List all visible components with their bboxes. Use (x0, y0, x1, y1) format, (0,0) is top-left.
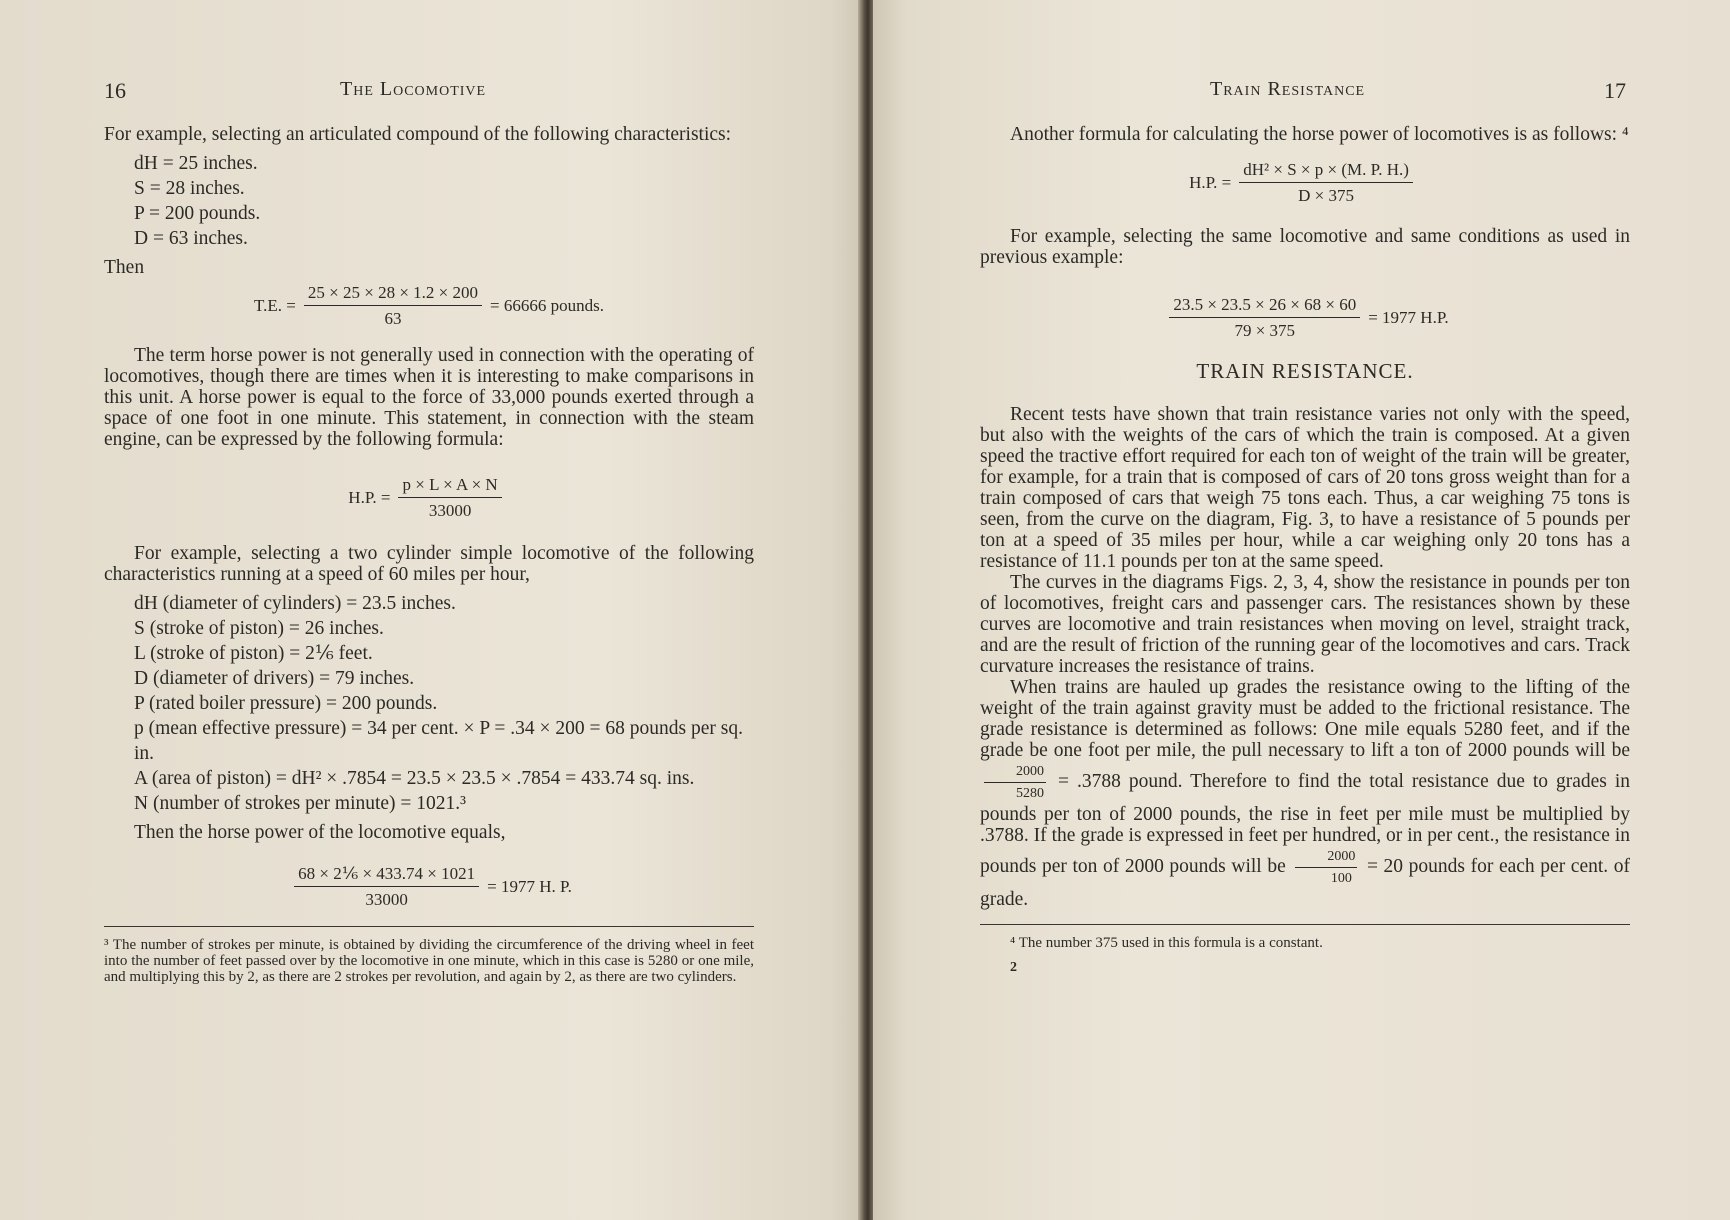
example-paragraph: For example, selecting the same locomotive and same conditions as used in previous example: (980, 226, 1630, 268)
denominator: 100 (1330, 871, 1352, 886)
resistance-paragraph-3 (980, 677, 1630, 910)
then-hp-line: Then the horse power of the locomotive equals, (134, 822, 506, 843)
characteristics-list (134, 151, 754, 251)
denominator: 33000 (428, 501, 472, 520)
formula-lhs: T.E. = (254, 296, 296, 315)
formula-lhs: H.P. = (348, 488, 391, 507)
formula-fraction (398, 474, 501, 521)
formula-fraction (1169, 294, 1360, 341)
footnote-rule (104, 926, 754, 927)
paragraph-text: pounds for each per cent. of grade. (980, 855, 1630, 910)
numerator: 68 × 2⅙ × 433.74 × 1021 (294, 863, 479, 887)
numerator: 2000 (984, 761, 1046, 783)
hp-formula (104, 474, 754, 521)
list-item: A (area of piston) = dH² × .7854 = 23.5 × 23.5 × .7854 = 433.74 sq. ins. (134, 768, 695, 789)
paragraph-text: When trains are hauled up grades the resistance owing to the lifting of the weight of the train against gravity must be added to the frictional resistance. The grade resistance is determined as follows: One mile equals 5280 feet, and if the grade be one foot per mile, the pull necessary to lift a ton of 2000 pounds will be (980, 677, 1630, 761)
page-number: 17 (1604, 78, 1626, 103)
hp-formula (980, 159, 1630, 206)
resistance-paragraph-2: The curves in the diagrams Figs. 2, 3, 4, show the resistance in pounds per ton of locomotives, freight cars and passenger cars. The resistances shown by these curves are locomotive and train resistances when moving on level, straight track, and are the result of friction of the running gear of the locomotives and cars. Track curvature increases the resistance of trains. (980, 572, 1630, 677)
list-item: p (mean effective pressure) = 34 per cent. × P = .34 × 200 = 68 pounds per sq. in. (134, 718, 743, 764)
hp-result-formula (104, 863, 754, 910)
denominator: 63 (384, 309, 402, 328)
fraction-result: = 20 (1366, 855, 1404, 877)
inline-fraction (984, 761, 1046, 804)
paragraph-text: pound. Therefore to find the total resistance due to grades in pounds per ton of 2000 pounds, the rise in feet per mile must be multiplied by .3788. If the grade is expressed in feet per hundred, or in per cent., the resistance in pounds per ton of 2000 pounds will be (980, 770, 1631, 877)
denominator: 79 × 375 (1234, 321, 1296, 340)
formula-fraction (304, 282, 482, 329)
footnote-rule (980, 924, 1630, 925)
numerator: 25 × 25 × 28 × 1.2 × 200 (304, 282, 482, 306)
inline-fraction (1295, 846, 1357, 889)
list-item: L (stroke of piston) = 2⅙ feet. (134, 643, 373, 664)
list-item: P (rated boiler pressure) = 200 pounds. (134, 693, 438, 714)
te-formula (104, 282, 754, 329)
formula-fraction (1239, 159, 1413, 206)
intro-paragraph: Another formula for calculating the horse power of locomotives is as follows: ⁴ (1010, 124, 1629, 145)
list-item: P = 200 pounds. (134, 203, 261, 224)
variables-list (134, 591, 754, 816)
formula-fraction (294, 863, 479, 910)
numerator: 2000 (1295, 846, 1357, 868)
list-item: dH = 25 inches. (134, 153, 258, 174)
formula-lhs: H.P. = (1189, 173, 1232, 192)
list-item: N (number of strokes per minute) = 1021.³ (134, 793, 467, 814)
example-paragraph: For example, selecting a two cylinder simple locomotive of the following characteristics running at a speed of 60 miles per hour, (104, 543, 754, 585)
calculation-formula (980, 294, 1630, 341)
numerator: dH² × S × p × (M. P. H.) (1239, 159, 1413, 183)
running-head: The Locomotive (340, 78, 487, 100)
list-item: D = 63 inches. (134, 228, 248, 249)
then-label: Then (104, 257, 145, 278)
list-item: S = 28 inches. (134, 178, 245, 199)
formula-rhs: = 66666 pounds. (490, 296, 604, 315)
intro-paragraph: For example, selecting an articulated compound of the following characteristics: (104, 124, 732, 145)
denominator: 5280 (1016, 786, 1044, 801)
section-title: TRAIN RESISTANCE. (1196, 359, 1414, 383)
footnote: ⁴ The number 375 used in this formula is a constant. (1010, 935, 1323, 951)
horse-power-paragraph: The term horse power is not generally used in connection with the operating of locomotives, though there are times when it is interesting to make comparisons in this unit. A horse power is equal to the force of 33,000 pounds exerted through a space of one foot in one minute. This statement, in connection with the steam engine, can be expressed by the following formula: (104, 345, 754, 450)
signature-mark: 2 (1010, 960, 1017, 975)
footnote: ³ The number of strokes per minute, is obtained by dividing the circumference of the driving wheel in feet into the number of feet passed over by the locomotive in one minute, which in this case is 5280 or one mile, and multiplying this by 2, as there are 2 strokes per revolution, and again by 2, as there are two cylinders. (104, 937, 754, 985)
formula-rhs: = 1977 H.P. (1368, 308, 1449, 327)
list-item: D (diameter of drivers) = 79 inches. (134, 668, 415, 689)
numerator: p × L × A × N (398, 474, 501, 498)
running-head: Train Resistance (1210, 78, 1366, 100)
page-number: 16 (104, 78, 126, 103)
denominator: D × 375 (1298, 186, 1355, 205)
right-page (873, 0, 1730, 1220)
formula-rhs: = 1977 H. P. (487, 877, 572, 896)
numerator: 23.5 × 23.5 × 26 × 68 × 60 (1169, 294, 1360, 318)
fraction-result: = .3788 (1057, 770, 1121, 792)
denominator: 33000 (365, 890, 408, 909)
list-item: S (stroke of piston) = 26 inches. (134, 618, 384, 639)
list-item: dH (diameter of cylinders) = 23.5 inches. (134, 593, 456, 614)
right-page-body (980, 124, 1630, 978)
resistance-paragraph-1: Recent tests have shown that train resistance varies not only with the speed, but also with the weights of the cars of which the train is composed. At a given speed the tractive effort required for each ton of weight of the train will be greater, for example, for a train that is composed of cars of 20 tons gross weight than for a train composed of cars that weigh 75 tons each. Thus, a car weighing 75 tons is seen, from the curve on the diagram, Fig. 3, to have a resistance of 5 pounds per ton at a speed of 35 miles per hour, while a car weighing only 20 tons has a resistance of 11.1 pounds per ton at the same speed. (980, 404, 1630, 572)
left-page-body (104, 124, 754, 985)
